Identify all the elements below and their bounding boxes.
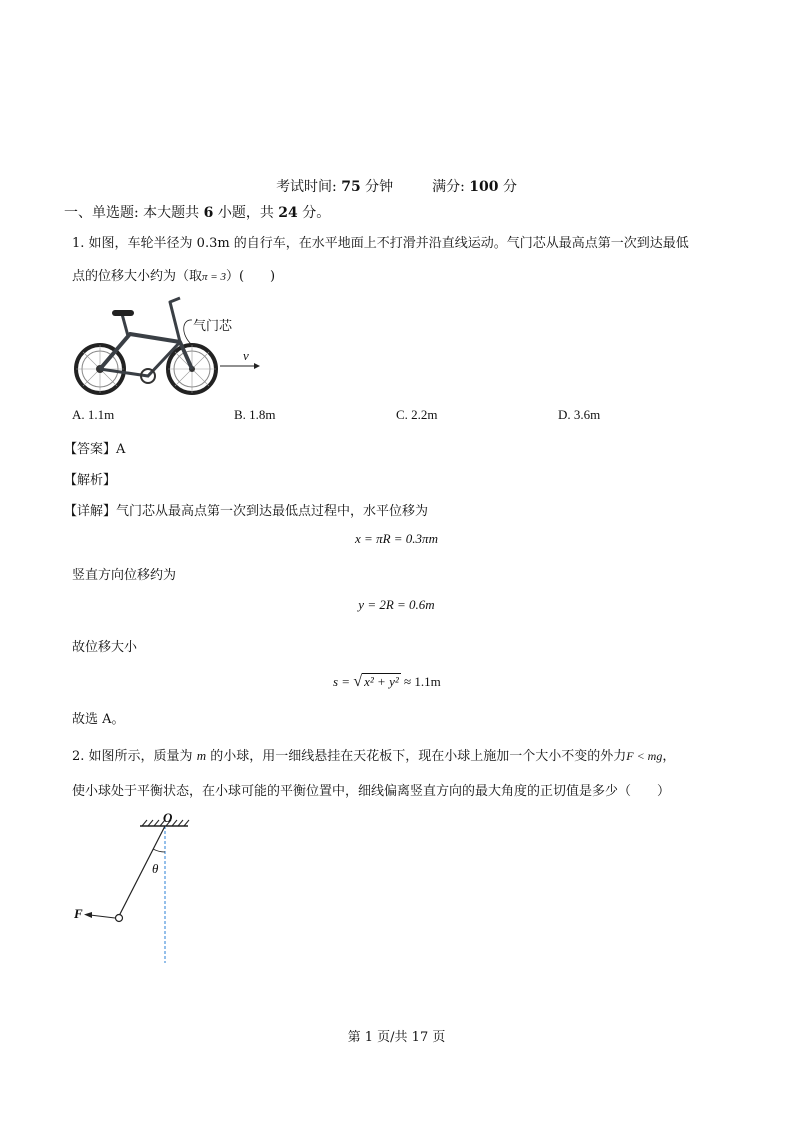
option-a: A. 1.1m [72, 407, 115, 422]
valve-label: 气门芯 [193, 319, 233, 334]
magnitude-text: 故位移大小 [72, 640, 138, 655]
force-label: F [74, 906, 83, 921]
choose-text: 故选 A。 [72, 712, 125, 727]
equation-x: x = πR = 0.3πm [355, 531, 438, 546]
detail-line: 【详解】气门芯从最高点第一次到达最低点过程中，水平位移为 [64, 504, 429, 519]
angle-arc [153, 849, 165, 852]
bicycle-figure [70, 294, 270, 400]
ball [116, 915, 123, 922]
exam-info: 考试时间: 75 分钟 满分: 100 分 [276, 179, 517, 195]
q1-stem-line2: 点的位移大小约为（取π = 3）( ) [72, 269, 276, 284]
page-number: 第 1 页/共 17 页 [347, 1030, 446, 1045]
vertical-text: 竖直方向位移约为 [72, 568, 177, 583]
option-d: D. 3.6m [558, 407, 601, 422]
q2-stem-line1: 2. 如图所示，质量为 m 的小球，用一细线悬挂在天花板下，现在小球上施加一个大小不变的外力F < mg， [72, 748, 676, 764]
velocity-label: v [243, 348, 249, 363]
force-arrow [90, 915, 115, 918]
radical-sign: √ [353, 673, 363, 690]
q1-stem-line1: 1. 如图，车轮半径为 0.3m 的自行车，在水平地面上不打滑并沿直线运动。气门芯从最高点第一次到达最低 [72, 236, 689, 251]
option-b: B. 1.8m [234, 407, 276, 422]
analysis-tag: 【解析】 [64, 473, 117, 488]
pendulum-figure [70, 808, 200, 968]
q2-stem-line2: 使小球处于平衡状态，在小球可能的平衡位置中，细线偏离竖直方向的最大角度的正切值是多少（ ） [72, 784, 671, 799]
answer-line: 【答案】A [64, 442, 126, 457]
section-heading: 一、单选题: 本大题共 6 小题，共 24 分。 [64, 205, 331, 221]
option-c: C. 2.2m [396, 407, 438, 422]
equation-y: y = 2R = 0.6m [358, 597, 435, 612]
point-o-label: O [163, 810, 173, 825]
theta-label: θ [152, 861, 159, 876]
equation-s: s = √ x² + y² ≈ 1.1m [333, 673, 441, 690]
